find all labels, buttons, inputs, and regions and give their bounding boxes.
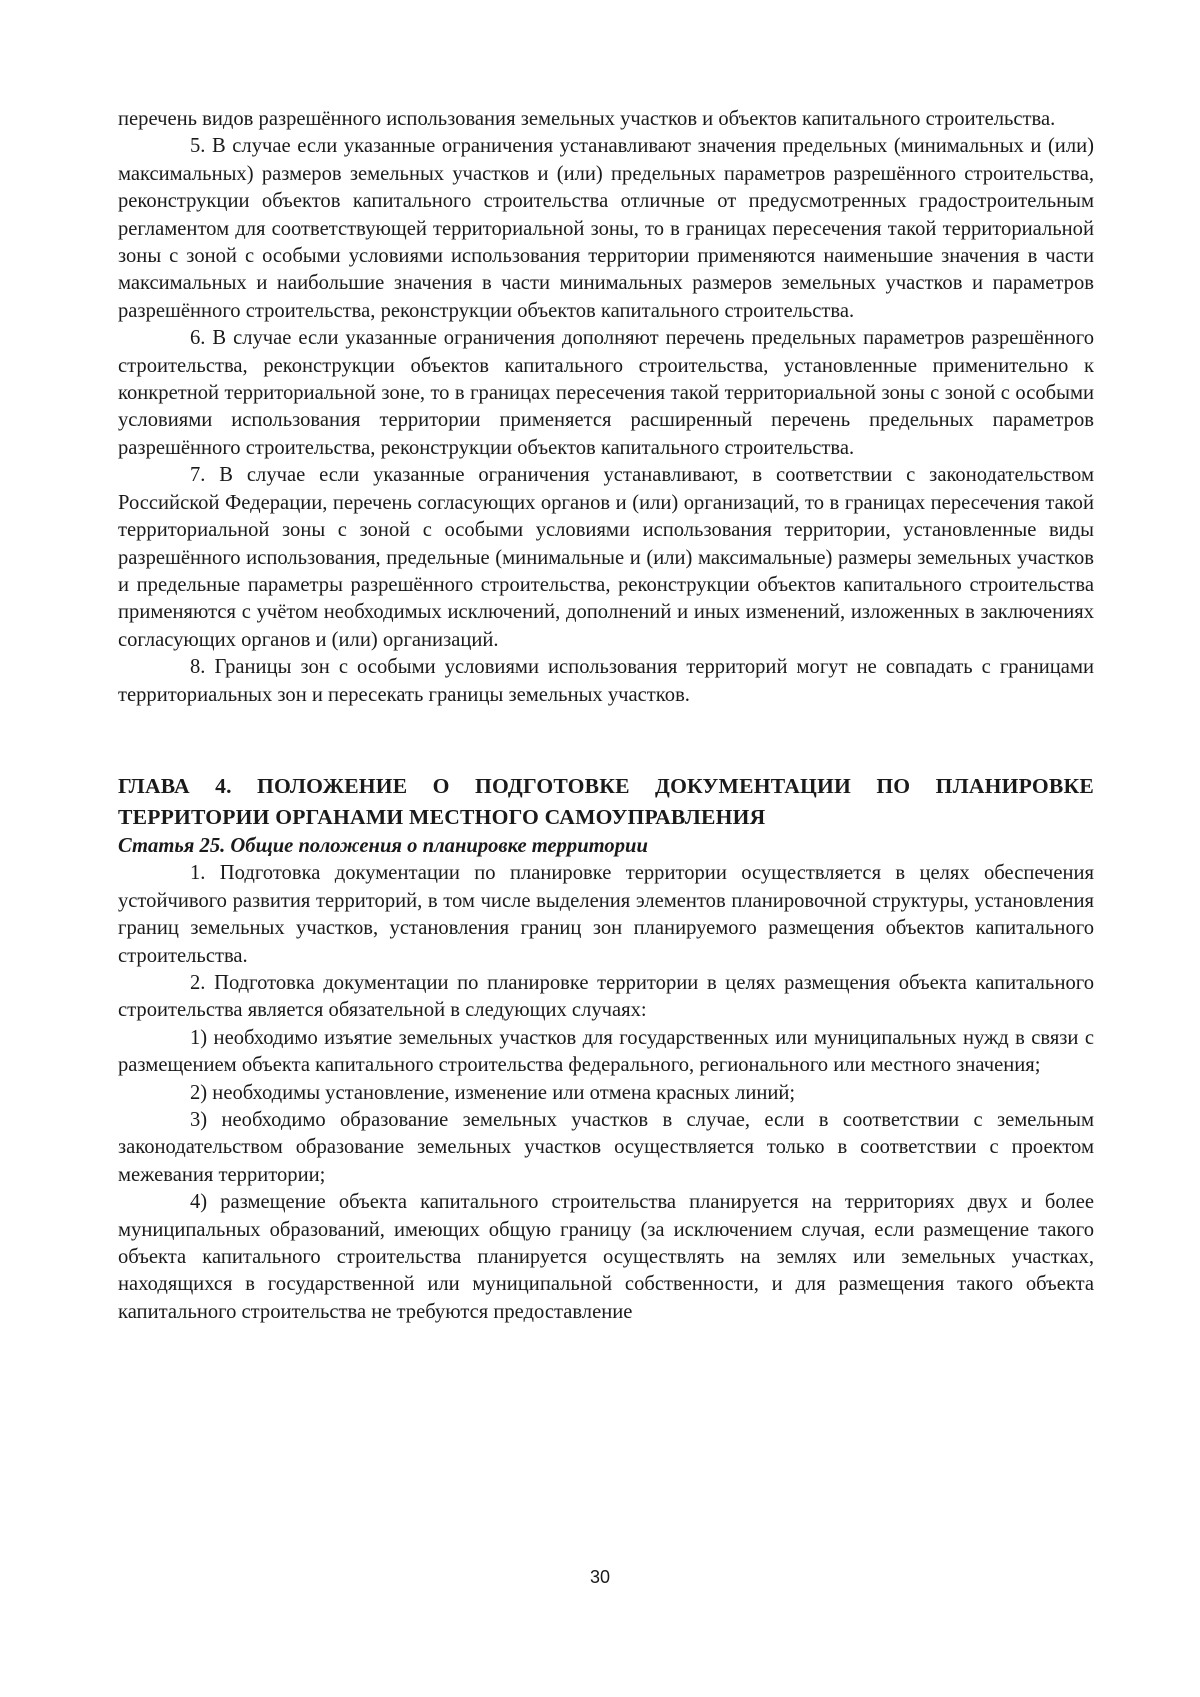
list-item-4: 4) размещение объекта капитального строительства планируется на территориях двух и более муниципальных образований, имеющих общую границу (за исключением случая, если размещение такого объекта капитального строительства планируется осуществлять на землях или земельных участках, находящихся в государственной или муниципальной собственности, и для размещения такого объекта капитального строительства не требуются предоставление xyxy=(118,1191,1094,1323)
document-page xyxy=(118,106,1094,1326)
paragraph-item-7: 7. В случае если указанные ограничения устанавливают, в соответствии с законодательством Российской Федерации, перечень согласующих органов и (или) организаций, то в границах пересечения такой территориальной зоны с зоной с особыми условиями использования территории, установленные виды разрешённого использования, предельные (минимальные и (или) максимальные) размеры земельных участков и предельные параметры разрешённого строительства, реконструкции объектов капитального строительства применяются с учётом необходимых исключений, дополнений и иных изменений, изложенных в заключениях согласующих органов и (или) организаций. xyxy=(118,464,1094,651)
paragraph-item-6: 6. В случае если указанные ограничения дополняют перечень предельных параметров разрешённого строительства, реконструкции объектов капитального строительства, установленные применительно к конкретной территориальной зоне, то в границах пересечения такой территориальной зоны с зоной с особыми условиями использования территории применяется расширенный перечень предельных параметров разрешённого строительства, реконструкции объектов капитального строительства. xyxy=(118,327,1094,459)
paragraph-item-8: 8. Границы зон с особыми условиями использования территорий могут не совпадать с границами территориальных зон и пересекать границы земельных участков. xyxy=(118,656,1094,706)
list-item-1: 1) необходимо изъятие земельных участков для государственных или муниципальных нужд в связи с размещением объекта капитального строительства федерального, регионального или местного значения; xyxy=(118,1026,1094,1077)
article-paragraph-2: 2. Подготовка документации по планировке территории в целях размещения объекта капитального строительства является обязательной в следующих случаях: xyxy=(118,971,1094,1022)
chapter-heading: ГЛАВА 4. ПОЛОЖЕНИЕ О ПОДГОТОВКЕ ДОКУМЕНТАЦИИ ПО ПЛАНИРОВКЕ ТЕРРИТОРИИ ОРГАНАМИ МЕСТНОГО САМОУПРАВЛЕНИЯ xyxy=(118,773,1094,829)
list-item-2: 2) необходимы установление, изменение или отмена красных линий; xyxy=(190,1081,796,1104)
paragraph-item-5: 5. В случае если указанные ограничения устанавливают значения предельных (минимальных и (или) максимальных) размеров земельных участков и (или) предельных параметров разрешённого строительства, реконструкции объектов капитального строительства отличные от предусмотренных градостроительным регламентом для соответствующей территориальной зоны, то в границах пересечения такой территориальной зоны с зоной с особыми условиями использования территории применяются наименьшие значения в части максимальных и наибольшие значения в части минимальных размеров земельных участков и параметров разрешённого строительства, реконструкции объектов капитального строительства. xyxy=(118,135,1094,322)
paragraph-continuation: перечень видов разрешённого использования земельных участков и объектов капитального строительства. xyxy=(118,108,1056,130)
article-paragraph-1: 1. Подготовка документации по планировке территории осуществляется в целях обеспечения устойчивого развития территорий, в том числе выделения элементов планировочной структуры, установления границ земельных участков, установления границ зон планируемого размещения объектов капитального строительства. xyxy=(118,862,1094,967)
article-heading: Статья 25. Общие положения о планировке территории xyxy=(118,834,648,857)
page-number: 30 xyxy=(589,1567,611,1587)
list-item-3: 3) необходимо образование земельных участков в случае, если в соответствии с земельным законодательством образование земельных участков осуществляется только в соответствии с проектом межевания территории; xyxy=(118,1109,1094,1186)
